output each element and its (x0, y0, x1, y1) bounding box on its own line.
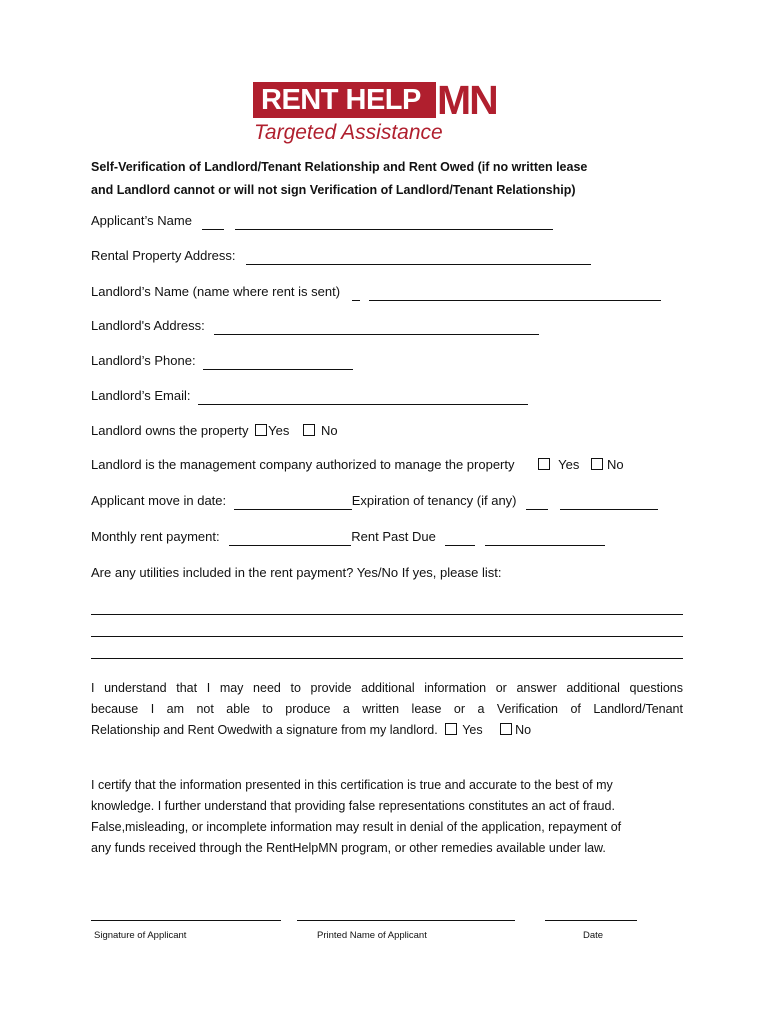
printed-name-label: Printed Name of Applicant (317, 930, 427, 941)
utilities-label: Are any utilities included in the rent payment? Yes/No If yes, please list: (91, 565, 502, 580)
expiration-label: Expiration of tenancy (if any) (351, 493, 517, 508)
monthly-rent-field[interactable] (229, 531, 351, 546)
landlord-address-field[interactable] (214, 320, 539, 335)
printed-name-line[interactable] (297, 920, 515, 921)
owns-property-no-checkbox[interactable] (303, 424, 315, 436)
renthelpmn-logo (253, 77, 497, 150)
understand-line-3: Relationship and Rent Owedwith a signature from my landlord. (91, 723, 438, 737)
title-line-1: Self-Verification of Landlord/Tenant Relationship and Rent Owed (if no written lease (91, 160, 588, 174)
landlord-phone-label: Landlord’s Phone: (91, 353, 196, 368)
rent-past-due-label: Rent Past Due (351, 529, 436, 544)
landlord-name-field[interactable] (369, 286, 661, 301)
certify-line-2: knowledge. I further understand that providing false representations constitutes an act of fraud. (91, 799, 615, 813)
landlord-email-field[interactable] (198, 390, 528, 405)
owns-property-yes-checkbox[interactable] (255, 424, 267, 436)
utilities-row (91, 564, 501, 582)
owns-property-row (91, 422, 338, 440)
rental-address-field[interactable] (246, 250, 591, 265)
certify-line-4: any funds received through the RentHelpMN program, or other remedies available under law. (91, 841, 606, 855)
understand-statement (91, 678, 683, 741)
monthly-rent-row (91, 528, 605, 546)
form-title (91, 156, 711, 202)
landlord-email-label: Landlord’s Email: (91, 388, 191, 403)
date-line[interactable] (545, 920, 637, 921)
expiration-field[interactable] (560, 495, 658, 510)
landlord-phone-field[interactable] (203, 355, 353, 370)
move-in-label: Applicant move in date: (91, 493, 227, 508)
title-line-2: and Landlord cannot or will not sign Verification of Landlord/Tenant Relationship) (91, 183, 576, 197)
rental-address-label: Rental Property Address: (91, 248, 236, 263)
certify-line-3: False,misleading, or incomplete information may result in denial of the application, repayment of (91, 820, 622, 834)
owns-property-label: Landlord owns the property (91, 423, 249, 438)
management-yes-label: Yes (558, 457, 580, 472)
landlord-phone-row (91, 352, 353, 370)
move-in-field[interactable] (234, 495, 352, 510)
utilities-line-2[interactable] (91, 636, 683, 637)
understand-yes-label: Yes (462, 723, 483, 737)
logo-main-text: RENT HELP (261, 84, 421, 116)
management-company-label: Landlord is the management company authorized to manage the property (91, 457, 515, 472)
rent-past-due-field[interactable] (485, 531, 605, 546)
applicant-name-blank-a[interactable] (202, 215, 224, 230)
logo-bar (253, 82, 436, 118)
understand-no-checkbox[interactable] (500, 723, 512, 735)
landlord-address-label: Landlord's Address: (91, 318, 205, 333)
understand-line-2: because I am not able to produce a written lease or a Verification of Landlord/Tenant (91, 702, 683, 716)
monthly-rent-label: Monthly rent payment: (91, 529, 220, 544)
owns-property-no-label: No (321, 423, 338, 438)
landlord-address-row (91, 317, 539, 335)
signature-line[interactable] (91, 920, 281, 921)
management-yes-checkbox[interactable] (538, 458, 550, 470)
logo-subtitle: Targeted Assistance (254, 121, 443, 144)
landlord-email-row (91, 387, 528, 405)
landlord-name-label: Landlord’s Name (name where rent is sent) (91, 284, 341, 299)
management-no-label: No (606, 457, 624, 472)
applicant-name-label: Applicant’s Name (91, 213, 192, 228)
understand-no-label: No (515, 723, 532, 737)
utilities-line-3[interactable] (91, 658, 683, 659)
management-no-checkbox[interactable] (591, 458, 603, 470)
date-label: Date (583, 930, 604, 941)
owns-property-yes-label: Yes (268, 423, 290, 438)
certify-statement (91, 775, 683, 859)
move-in-row (91, 492, 658, 510)
landlord-name-blank-a[interactable] (352, 286, 360, 301)
applicant-name-row (91, 212, 553, 230)
expiration-blank-a[interactable] (526, 495, 548, 510)
rental-address-row (91, 247, 591, 265)
utilities-line-1[interactable] (91, 614, 683, 615)
understand-yes-checkbox[interactable] (445, 723, 457, 735)
rent-past-due-blank-a[interactable] (445, 531, 475, 546)
understand-line-1: I understand that I may need to provide additional information or answer additional questions (91, 681, 683, 695)
logo-accent-text: MN (437, 77, 497, 123)
management-company-row (91, 456, 624, 474)
landlord-name-row (91, 283, 661, 301)
applicant-name-field[interactable] (235, 215, 553, 230)
certify-line-1: I certify that the information presented in this certification is true and accurate to the best of my (91, 778, 613, 792)
understand-line-3-row (91, 720, 683, 741)
signature-label: Signature of Applicant (94, 930, 187, 941)
